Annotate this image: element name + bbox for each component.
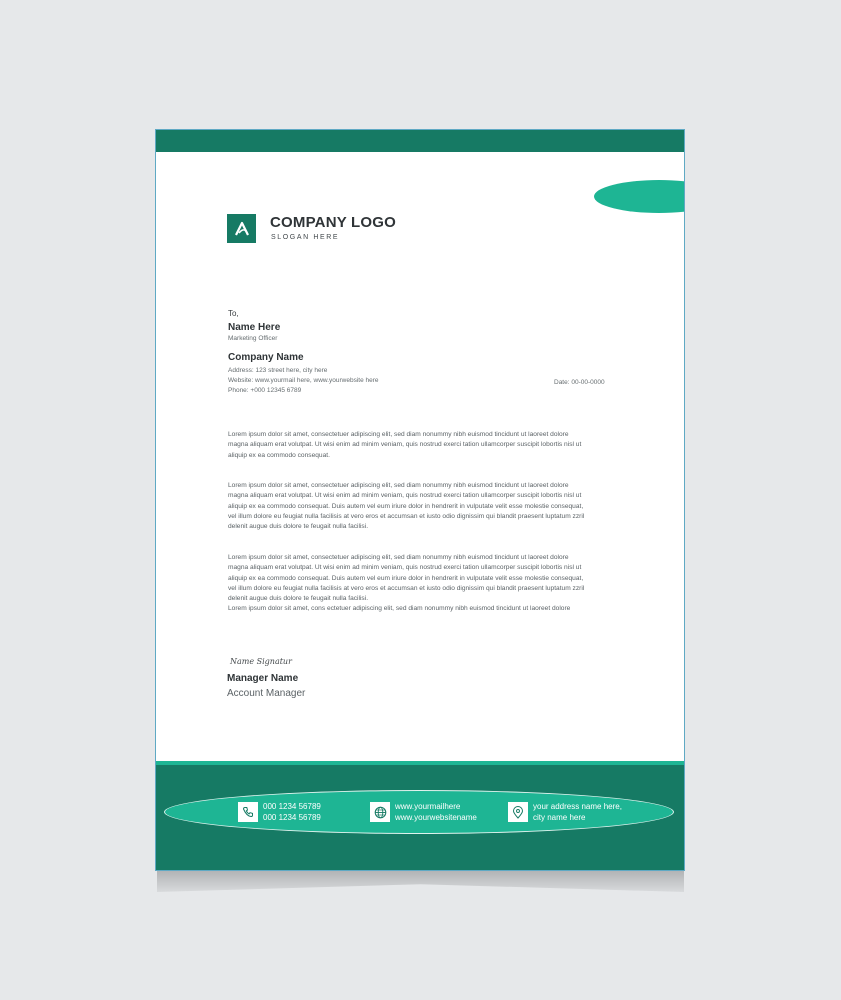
phone-number-1: 000 1234 56789 [263,802,321,811]
body-line: delenit augue duis dolore te feugait nulla facilisi. [228,523,369,531]
signature-script: Name Signatur [230,657,292,666]
body-line: vel illum dolore eu feugiat nulla facilisis at vero eros et accumsan et iusto odio dignissim qui blandit praesent luptatum zzril [228,512,585,520]
body-line: magna aliquam erat volutpat. Ut wisi enim ad minim veniam, quis nostrud exerci tation ullamcorper suscipit lobortis nisl ut [228,492,582,500]
to-label: To, [228,309,239,318]
footer-website: www.yourwebsitename [395,813,477,822]
recipient-company: Company Name [228,352,304,363]
body-line: delenit augue duis dolore te feugait nulla facilisi. [228,595,369,603]
globe-icon [370,802,390,822]
body-line: magna aliquam erat volutpat. Ut wisi enim ad minim veniam, quis nostrud exerci tation ullamcorper suscipit lobortis nisl ut [228,441,582,449]
body-line: aliquip ex ea commodo consequat. Duis autem vel eum iriure dolor in hendrerit in vulputate velit esse molestie consequat, [228,574,584,582]
recipient-website: Website: www.yourmail here, www.yourwebsite here [228,377,379,384]
header-bar [156,130,684,152]
body-paragraph-3 [228,553,611,615]
body-line: vel illum dolore eu feugiat nulla facilisis at vero eros et accumsan et iusto odio dignissim qui blandit praesent luptatum zzril [228,584,585,592]
recipient-phone: Phone: +000 12345 6789 [228,387,302,394]
body-line: aliquip ex ea commodo consequat. Duis autem vel eum iriure dolor in hendrerit in vulputate velit esse molestie consequat, [228,502,584,510]
body-paragraph-1 [228,430,611,461]
body-line: Lorem ipsum dolor sit amet, consectetuer adipiscing elit, sed diam nonummy nibh euismod tincidunt ut laoreet dolore [228,431,569,438]
phone-number-2: 000 1234 56789 [263,813,321,822]
manager-name: Manager Name [227,673,299,684]
body-line: Lorem ipsum dolor sit amet, cons ectetuer adipiscing elit, sed diam nonummy nibh euismod tincidunt ut laoreet dolore [228,605,571,613]
footer-phone [238,801,321,823]
footer-address [508,801,622,823]
location-pin-icon [508,802,528,822]
phone-icon [238,802,258,822]
manager-role: Account Manager [227,688,306,699]
footer-band [156,765,684,870]
body-line: Lorem ipsum dolor sit amet, consectetuer adipiscing elit, sed diam nonummy nibh euismod tincidunt ut laoreet dolore [228,482,569,489]
letterhead-page [156,130,684,870]
footer-email: www.yourmailhere [395,802,461,811]
address-line-2: city name here [533,813,586,822]
recipient-role: Marketing Officer [228,335,278,342]
body-line: aliquip ex ea commodo consequat. [228,451,330,459]
header-ellipse [594,180,684,213]
leaf-triangle-logo-icon [227,214,256,243]
body-line: Lorem ipsum dolor sit amet, consectetuer adipiscing elit, sed diam nonummy nibh euismod tincidunt ut laoreet dolore [228,554,569,561]
body-paragraph-2 [228,481,611,532]
recipient-name: Name Here [228,322,281,333]
body-line: magna aliquam erat volutpat. Ut wisi enim ad minim veniam, quis nostrud exerci tation ullamcorper suscipit lobortis nisl ut [228,564,582,572]
address-line-1: your address name here, [533,802,622,811]
slogan: SLOGAN HERE [271,234,340,241]
recipient-address: Address: 123 street here, city here [228,367,328,374]
letter-date: Date: 00-00-0000 [554,379,605,386]
company-logo-text: COMPANY LOGO [270,214,397,231]
footer-web [370,801,477,823]
